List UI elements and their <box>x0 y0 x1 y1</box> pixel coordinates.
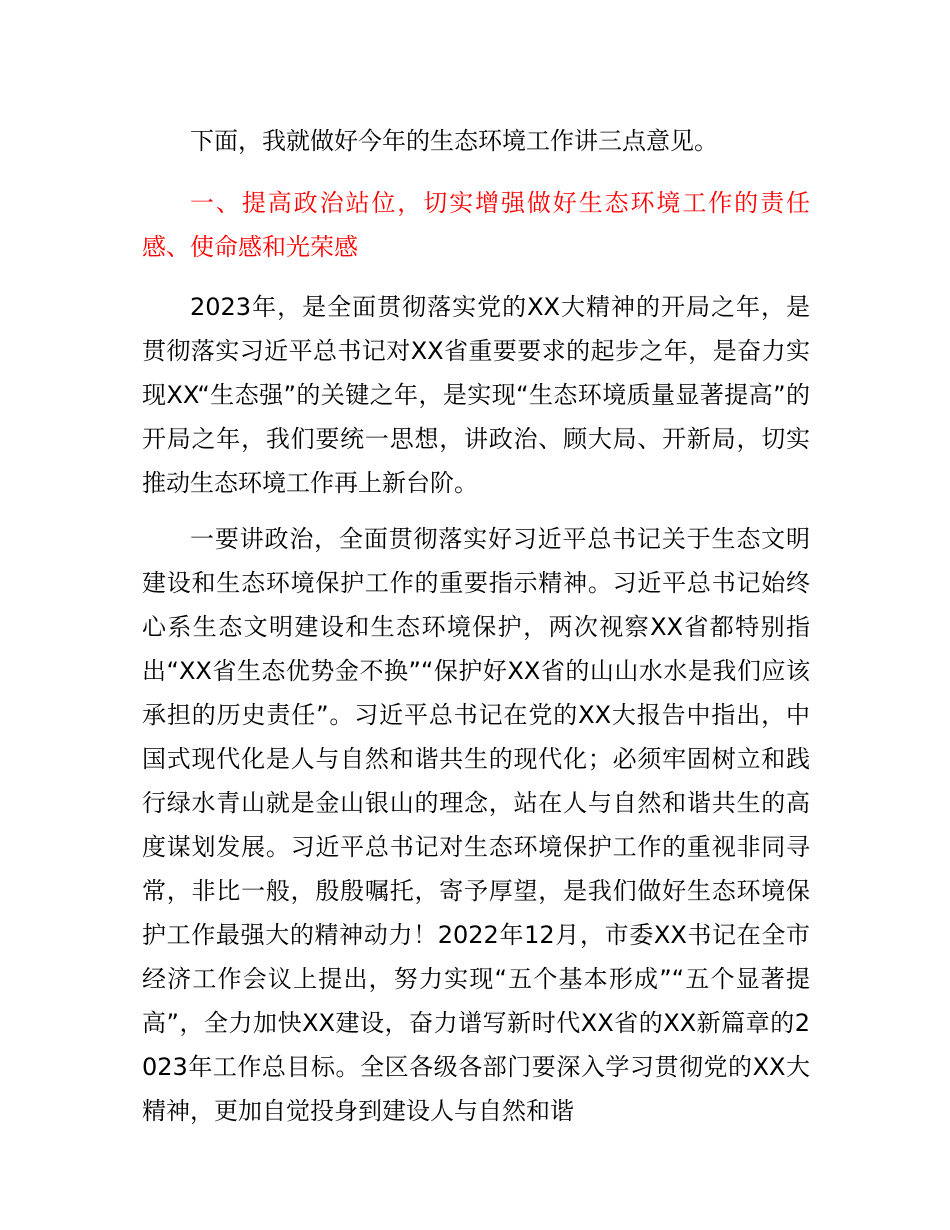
body-paragraph-1: 2023年，是全面贯彻落实党的XX大精神的开局之年，是贯彻落实习近平总书记对XX省重要要求的起步之年，是奋力实现XX“生态强”的关键之年，是实现“生态环境质量显著提高”的开局之年，我们要统一思想，讲政治、顾大局、开新局，切实推动生态环境工作再上新台阶。 <box>142 293 810 497</box>
body-paragraph-2: 一要讲政治，全面贯彻落实好习近平总书记关于生态文明建设和生态环境保护工作的重要指示精神。习近平总书记始终心系生态文明建设和生态环境保护，两次视察XX省都特别指出“XX省生态优势金不换”“保护好XX省的山山水水是我们应该承担的历史责任”。习近平总书记在党的XX大报告中指出，中国式现代化是人与自然和谐共生的现代化；必须牢固树立和践行绿水青山就是金山银山的理念，站在人与自然和谐共生的高度谋划发展。习近平总书记对生态环境保护工作的重视非同寻常，非比一般，殷殷嘱托，寄予厚望，是我们做好生态环境保护工作最强大的精神动力！2022年12月，市委XX书记在全市经济工作会议上提出，努力实现“五个基本形成”“五个显著提高”，全力加快XX建设，奋力谱写新时代XX省的XX新篇章的2023年工作总目标。全区各级各部门要深入学习贯彻党的XX大精神，更加自觉投身到建设人与自然和谐 <box>142 525 810 1125</box>
section-heading: 一、提高政治站位，切实增强做好生态环境工作的责任感、使命感和光荣感 <box>142 189 810 261</box>
intro-paragraph: 下面，我就做好今年的生态环境工作讲三点意见。 <box>190 127 718 155</box>
